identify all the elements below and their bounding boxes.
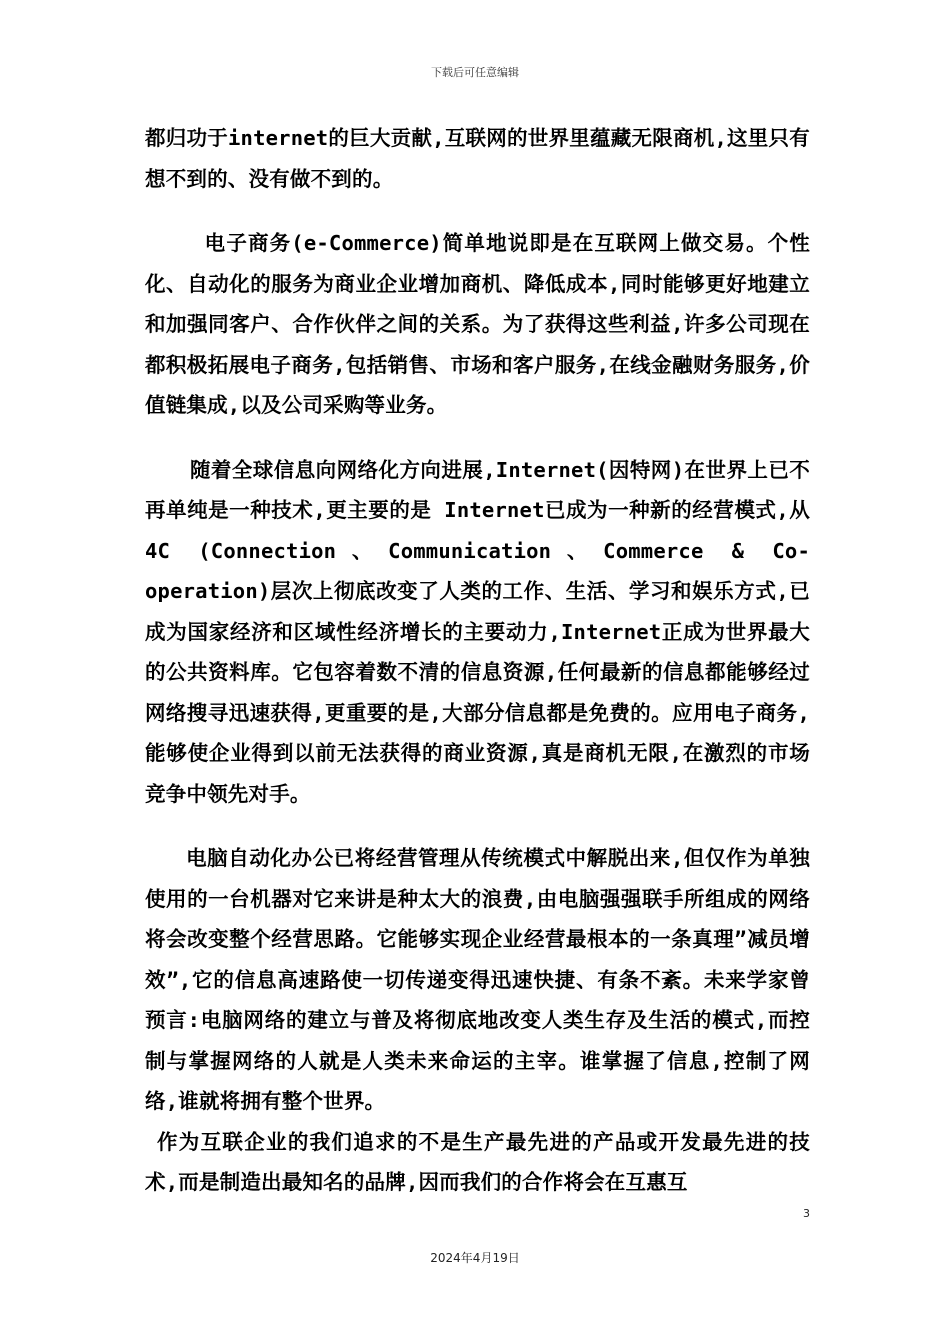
paragraph-4: 电脑自动化办公已将经营管理从传统模式中解脱出来,但仅作为单独使用的一台机器对它来讲是种太大的浪费,由电脑强强联手所组成的网络将会改变整个经营思路。它能够实现企业经营最根本的一条真理”减员增效”,它的信息高速路使一切传递变得迅速快捷、有条不紊。未来学家曾预言:电脑网络的建立与普及将彻底地改变人类生存及生活的模式,而控制与掌握网络的人就是人类未来命运的主宰。谁掌握了信息,控制了网络,谁就将拥有整个世界。 <box>145 846 810 1113</box>
page-number: 3 <box>803 1207 810 1220</box>
paragraph-2: 电子商务(e-Commerce)简单地说即是在互联网上做交易。个性化、自动化的服务为商业企业增加商机、降低成本,同时能够更好地建立和加强同客户、合作伙伴之间的关系。为了获得这些利益,许多公司现在都积极拓展电子商务,包括销售、市场和客户服务,在线金融财务服务,价值链集成,以及公司采购等业务。 <box>145 231 810 417</box>
paragraph-spacer <box>145 426 810 450</box>
document-body <box>145 118 810 1203</box>
paragraph-3: 随着全球信息向网络化方向进展,Internet(因特网)在世界上已不再单纯是一种技术,更主要的是 Internet已成为一种新的经营模式,从4C (Connection、Communication、Commerce & Co-operation)层次上彻底改变了人类的工作、生活、学习和娱乐方式,已成为国家经济和区域性经济增长的主要动力,Internet正成为世界最大的公共资料库。它包容着数不清的信息资源,任何最新的信息都能够经过网络搜寻迅速获得,更重要的是,大部分信息都是免费的。应用电子商务,能够使企业得到以前无法获得的商业资源,真是商机无限,在激烈的市场竞争中领先对手。 <box>145 457 810 806</box>
paragraph-5: 作为互联企业的我们追求的不是生产最先进的产品或开发最先进的技术,而是制造出最知名的品牌,因而我们的合作将会在互惠互 <box>145 1129 810 1194</box>
paragraph-spacer <box>145 199 810 223</box>
page-header: 下载后可任意编辑 <box>431 66 519 79</box>
paragraph-1: 都归功于internet的巨大贡献,互联网的世界里蕴藏无限商机,这里只有想不到的、没有做不到的。 <box>145 126 810 191</box>
footer-date: 2024年4月19日 <box>430 1251 520 1265</box>
paragraph-spacer <box>145 814 810 838</box>
